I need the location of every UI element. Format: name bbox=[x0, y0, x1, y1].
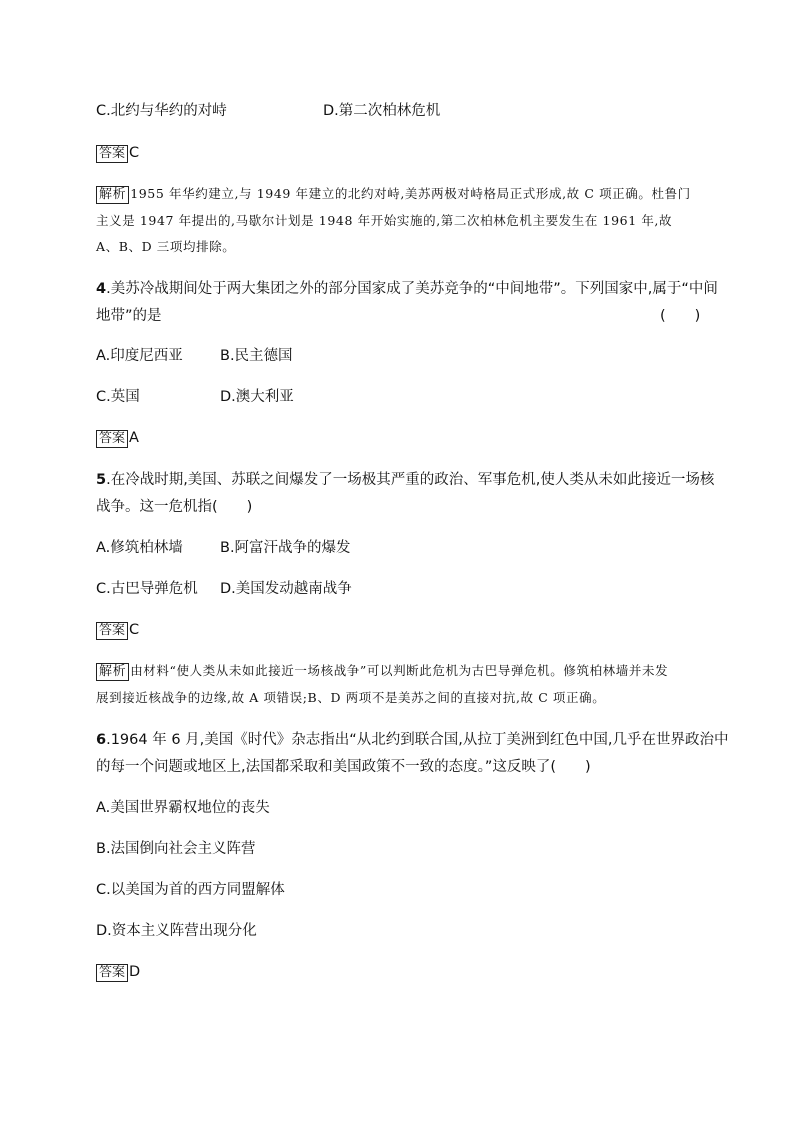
q5-number: 5 bbox=[96, 472, 107, 488]
answer-tag: 答案 bbox=[96, 145, 128, 163]
q6-option-d: D.资本主义阵营出现分化 bbox=[96, 923, 257, 939]
q6-stem-line-2: 的每一个问题或地区上,法国都采取和美国政策不一致的态度。”这反映了( ) bbox=[96, 759, 591, 775]
q4-stem-line-2: 地带”的是 bbox=[96, 308, 162, 324]
explanation-tag: 解析 bbox=[96, 186, 129, 204]
q4-option-b: B.民主德国 bbox=[220, 348, 293, 364]
q5-stem-line-2: 战争。这一危机指( ) bbox=[96, 499, 253, 515]
answer-tag: 答案 bbox=[96, 964, 128, 982]
explanation-tag: 解析 bbox=[96, 663, 129, 681]
q6-number: 6 bbox=[96, 732, 107, 748]
q5-option-c: C.古巴导弹危机 bbox=[96, 581, 198, 597]
q4-option-c: C.英国 bbox=[96, 389, 140, 405]
answer-tag: 答案 bbox=[96, 430, 128, 448]
answer-value: A bbox=[129, 430, 139, 446]
q5-option-b: B.阿富汗战争的爆发 bbox=[220, 540, 351, 556]
q3-option-c: C.北约与华约的对峙 bbox=[96, 103, 227, 119]
q4-answer bbox=[96, 428, 139, 448]
q3-explanation-line-1: 解析 1955 年华约建立,与 1949 年建立的北约对峙,美苏两极对峙格局正式形成,故 C 项正确。杜鲁门 bbox=[96, 184, 691, 204]
q3-explanation-line-2: 主义是 1947 年提出的,马歇尔计划是 1948 年开始实施的,第二次柏林危机主要发生在 1961 年,故 bbox=[96, 213, 673, 228]
q6-option-b: B.法国倒向社会主义阵营 bbox=[96, 841, 256, 857]
q5-explanation-line-2: 展到接近核战争的边缘,故 A 项错误;B、D 两项不是美苏之间的直接对抗,故 C 项正确。 bbox=[96, 690, 606, 705]
q4-number: 4 bbox=[96, 281, 107, 297]
q6-option-a: A.美国世界霸权地位的丧失 bbox=[96, 800, 270, 816]
q4-option-d: D.澳大利亚 bbox=[220, 389, 294, 405]
q3-answer bbox=[96, 143, 139, 163]
answer-value: C bbox=[129, 145, 140, 161]
q5-explanation-line-1: 解析 由材料“使人类从未如此接近一场核战争”可以判断此危机为古巴导弹危机。修筑柏林墙并未发 bbox=[96, 661, 668, 681]
q6-answer bbox=[96, 962, 140, 982]
q5-answer bbox=[96, 620, 139, 640]
q3-option-d: D.第二次柏林危机 bbox=[323, 103, 441, 119]
q5-stem-line-1: 5.在冷战时期,美国、苏联之间爆发了一场极其严重的政治、军事危机,使人类从未如此接近一场核 bbox=[96, 472, 715, 488]
q4-stem-line-1: 4.美苏冷战期间处于两大集团之外的部分国家成了美苏竞争的“中间地带”。下列国家中,属于“中间 bbox=[96, 281, 718, 297]
answer-value: C bbox=[129, 622, 140, 638]
answer-value: D bbox=[129, 964, 141, 980]
q6-option-c: C.以美国为首的西方同盟解体 bbox=[96, 882, 285, 898]
q4-answer-blank: ( ) bbox=[660, 308, 701, 324]
q4-option-a: A.印度尼西亚 bbox=[96, 348, 183, 364]
q6-stem-line-1: 6.1964 年 6 月,美国《时代》杂志指出“从北约到联合国,从拉丁美洲到红色中国,几乎在世界政治中 bbox=[96, 732, 729, 748]
q3-explanation-line-3: A、B、D 三项均排除。 bbox=[96, 239, 236, 254]
q5-option-a: A.修筑柏林墙 bbox=[96, 540, 183, 556]
q5-option-d: D.美国发动越南战争 bbox=[220, 581, 352, 597]
answer-tag: 答案 bbox=[96, 622, 128, 640]
